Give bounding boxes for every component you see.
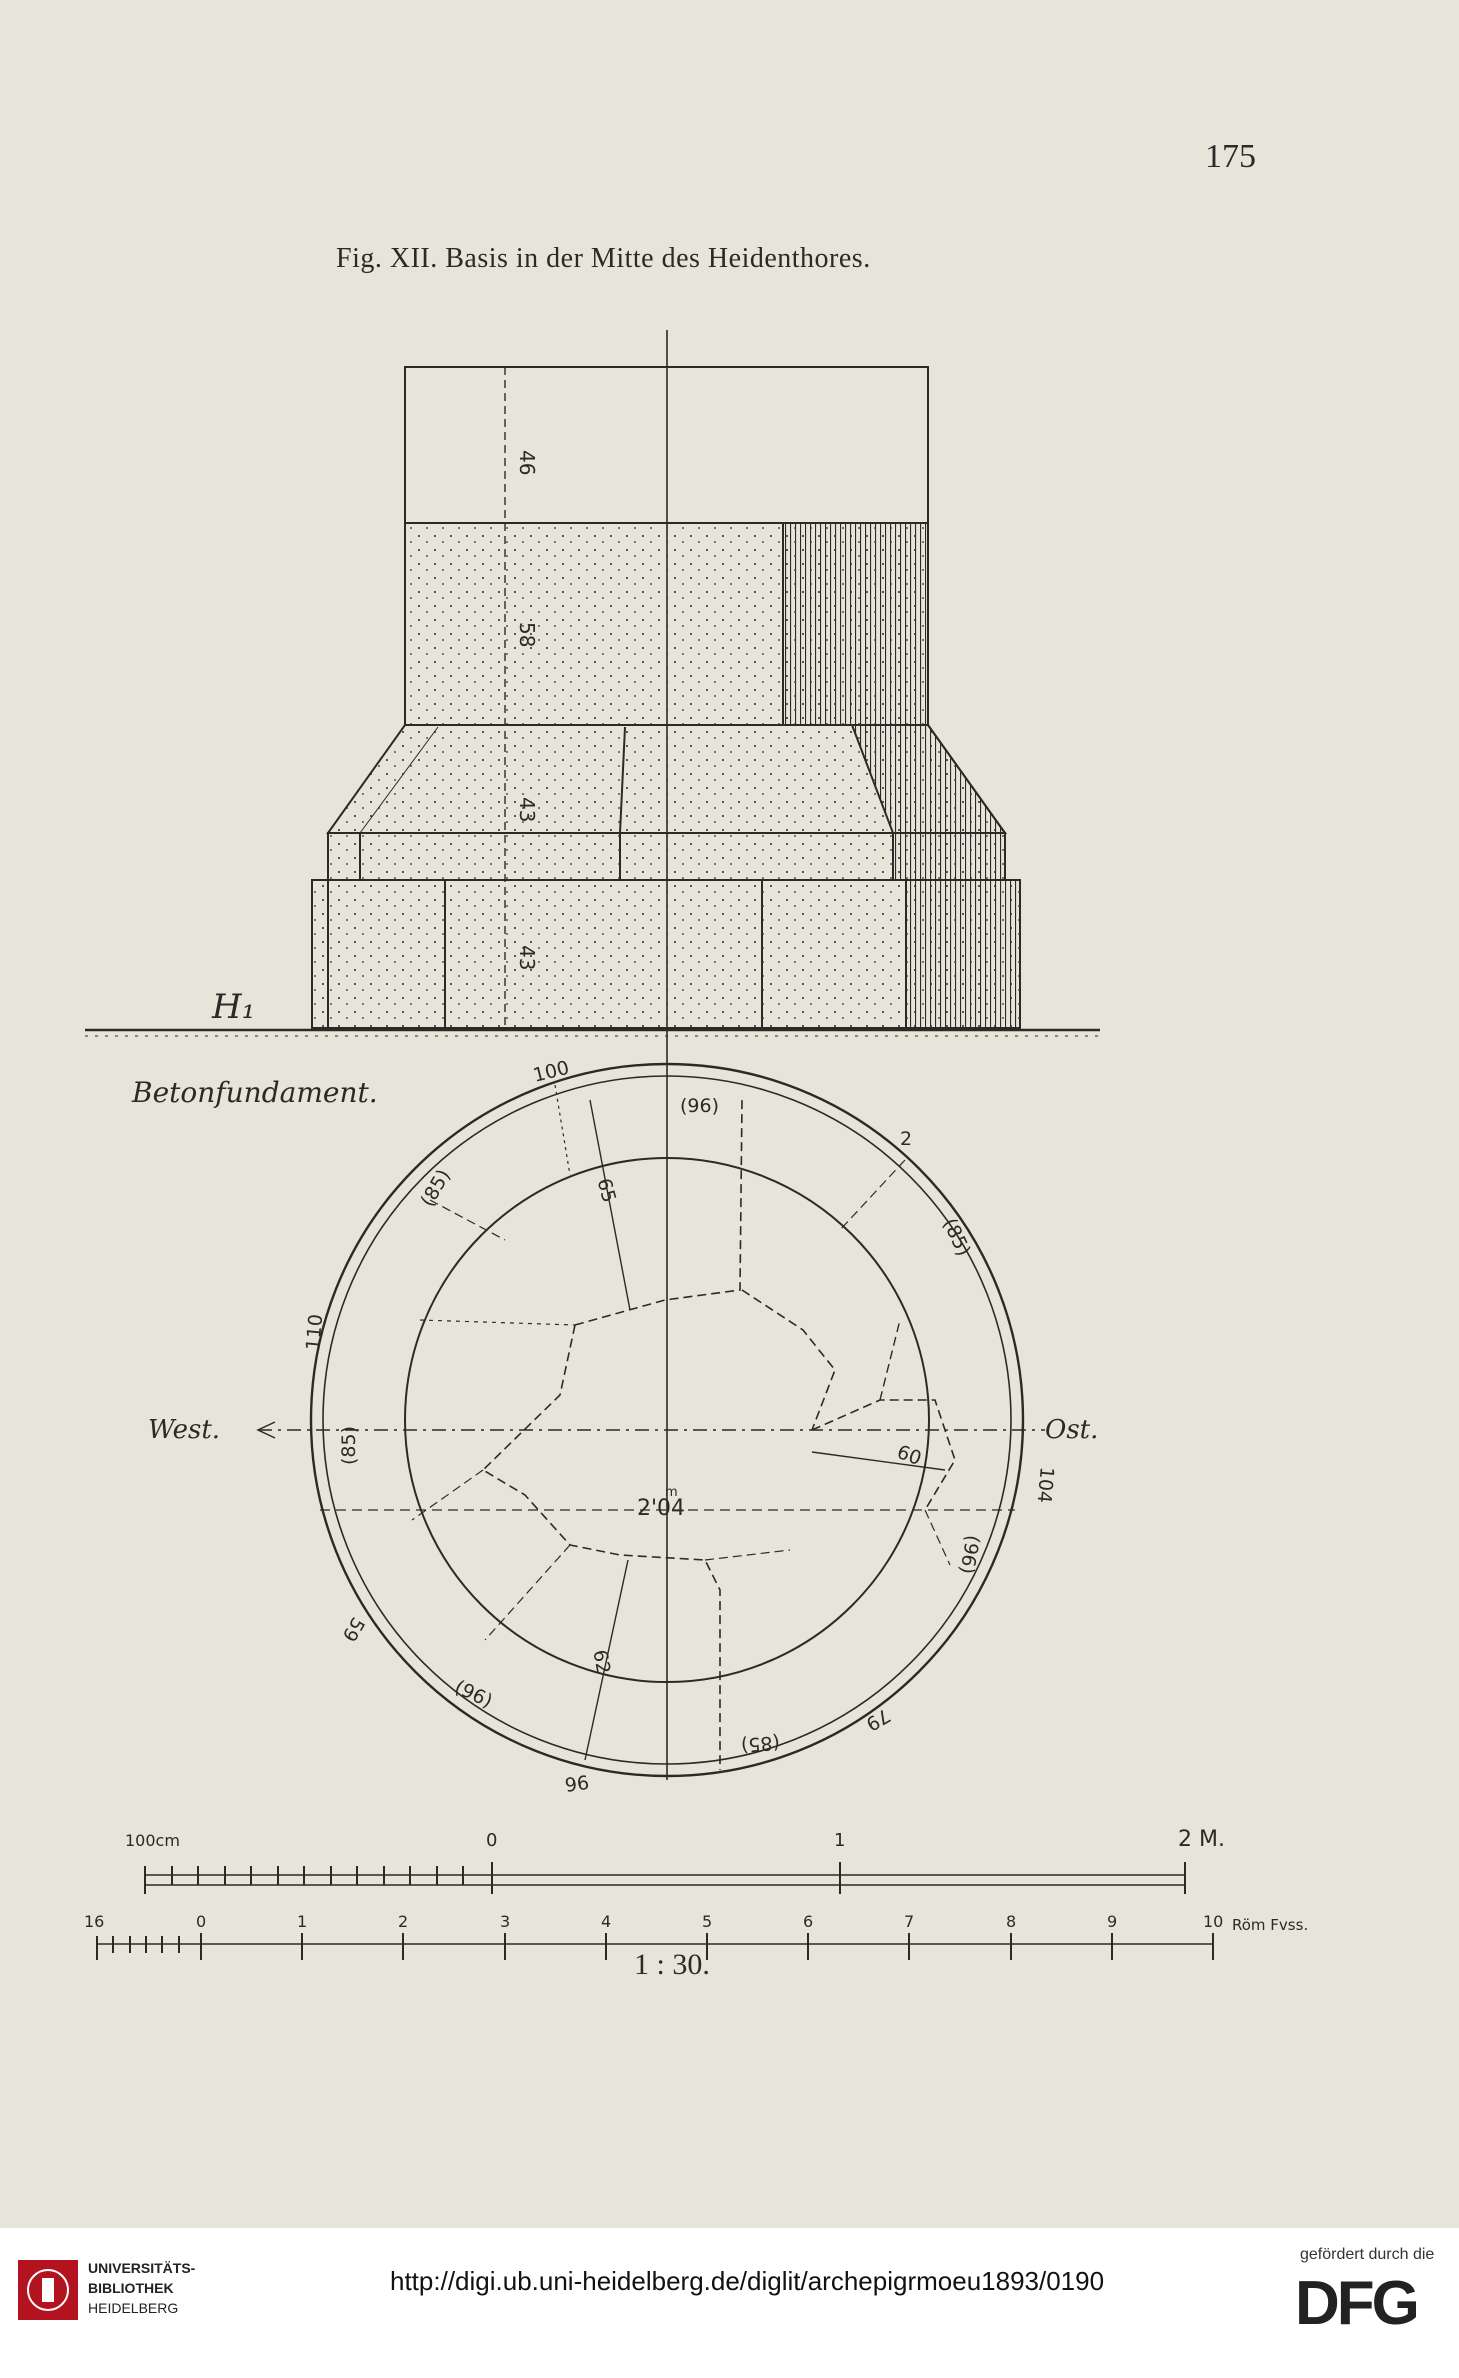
- plan-dim-2: (96): [680, 1095, 720, 1117]
- feet-label-16: 16: [84, 1912, 105, 1931]
- funded-by-text: gefördert durch die: [1300, 2246, 1435, 2263]
- feet-label-10: 10: [1203, 1912, 1224, 1931]
- plan-dim-5: 2: [900, 1128, 913, 1150]
- feet-label-6: 6: [803, 1912, 814, 1931]
- level-mark: H₁: [212, 987, 256, 1027]
- institution-name: [88, 2258, 195, 2318]
- foundation-label: Betonfundament.: [132, 1076, 378, 1109]
- plan-dim-1: 100: [530, 1056, 572, 1087]
- plan-dim-3: (85): [416, 1165, 455, 1211]
- dfg-logo: DFG: [1295, 2269, 1417, 2338]
- plan-dim-10: 104: [1032, 1465, 1058, 1504]
- west-label: West.: [148, 1415, 221, 1445]
- dim-58: 58: [515, 622, 539, 648]
- feet-label-0: 0: [196, 1912, 207, 1931]
- institution-line-2: BIBLIOTHEK: [88, 2280, 174, 2296]
- plan-dim-17: (85): [739, 1730, 781, 1757]
- figure-caption: Fig. XII. Basis in der Mitte des Heidenthores.: [336, 243, 871, 274]
- plan-star-outline: [483, 1325, 720, 1770]
- feet-label-8: 8: [1006, 1912, 1017, 1931]
- plan-dim-9: 60: [894, 1440, 925, 1470]
- east-label: Ost.: [1045, 1415, 1099, 1445]
- metric-label-100cm: 100cm: [125, 1831, 180, 1850]
- scale-ratio: 1 : 30.: [634, 1948, 710, 1981]
- feet-label-7: 7: [904, 1912, 915, 1931]
- plan-dim-19: 96: [563, 1771, 591, 1797]
- plan-dim-18: 79: [862, 1703, 894, 1735]
- feet-label-4: 4: [601, 1912, 612, 1931]
- plan-dim-6: (85): [938, 1214, 975, 1260]
- plan-dim-15: 62: [588, 1648, 615, 1676]
- dim-43-upper: 43: [515, 797, 539, 823]
- plan-dim-8: (85): [338, 1425, 360, 1465]
- feet-label-3: 3: [500, 1912, 511, 1931]
- plan-dim-7: 110: [302, 1313, 328, 1352]
- dim-43-lower: 43: [515, 945, 539, 971]
- metric-label-2m: 2 M.: [1178, 1827, 1225, 1852]
- university-seal-icon: [18, 2260, 78, 2320]
- plan-dim-4: 65: [592, 1175, 621, 1205]
- feet-label-1: 1: [297, 1912, 308, 1931]
- metric-label-0: 0: [486, 1830, 498, 1851]
- plan-dim-11: 2'04: [637, 1496, 686, 1521]
- dim-46: 46: [515, 450, 539, 476]
- feet-unit-label: Röm Fvss.: [1232, 1916, 1309, 1934]
- institution-line-1: UNIVERSITÄTS-: [88, 2260, 196, 2276]
- institution-line-3: HEIDELBERG: [88, 2300, 179, 2316]
- feet-label-9: 9: [1107, 1912, 1118, 1931]
- source-url-link[interactable]: http://digi.ub.uni-heidelberg.de/diglit/archepigrmoeu1893/0190: [390, 2266, 1105, 2296]
- feet-label-2: 2: [398, 1912, 409, 1931]
- plan-dim-12: m: [665, 1485, 678, 1500]
- page-number: 175: [1205, 138, 1256, 175]
- footer-bar: [0, 2228, 1459, 2378]
- metric-scale: [145, 1862, 1185, 1894]
- metric-label-1: 1: [834, 1830, 846, 1851]
- plan-dim-13: (96): [955, 1533, 984, 1576]
- plan-dim-16: (96): [451, 1676, 496, 1713]
- feet-label-5: 5: [702, 1912, 713, 1931]
- plan-dim-14: 59: [337, 1613, 369, 1646]
